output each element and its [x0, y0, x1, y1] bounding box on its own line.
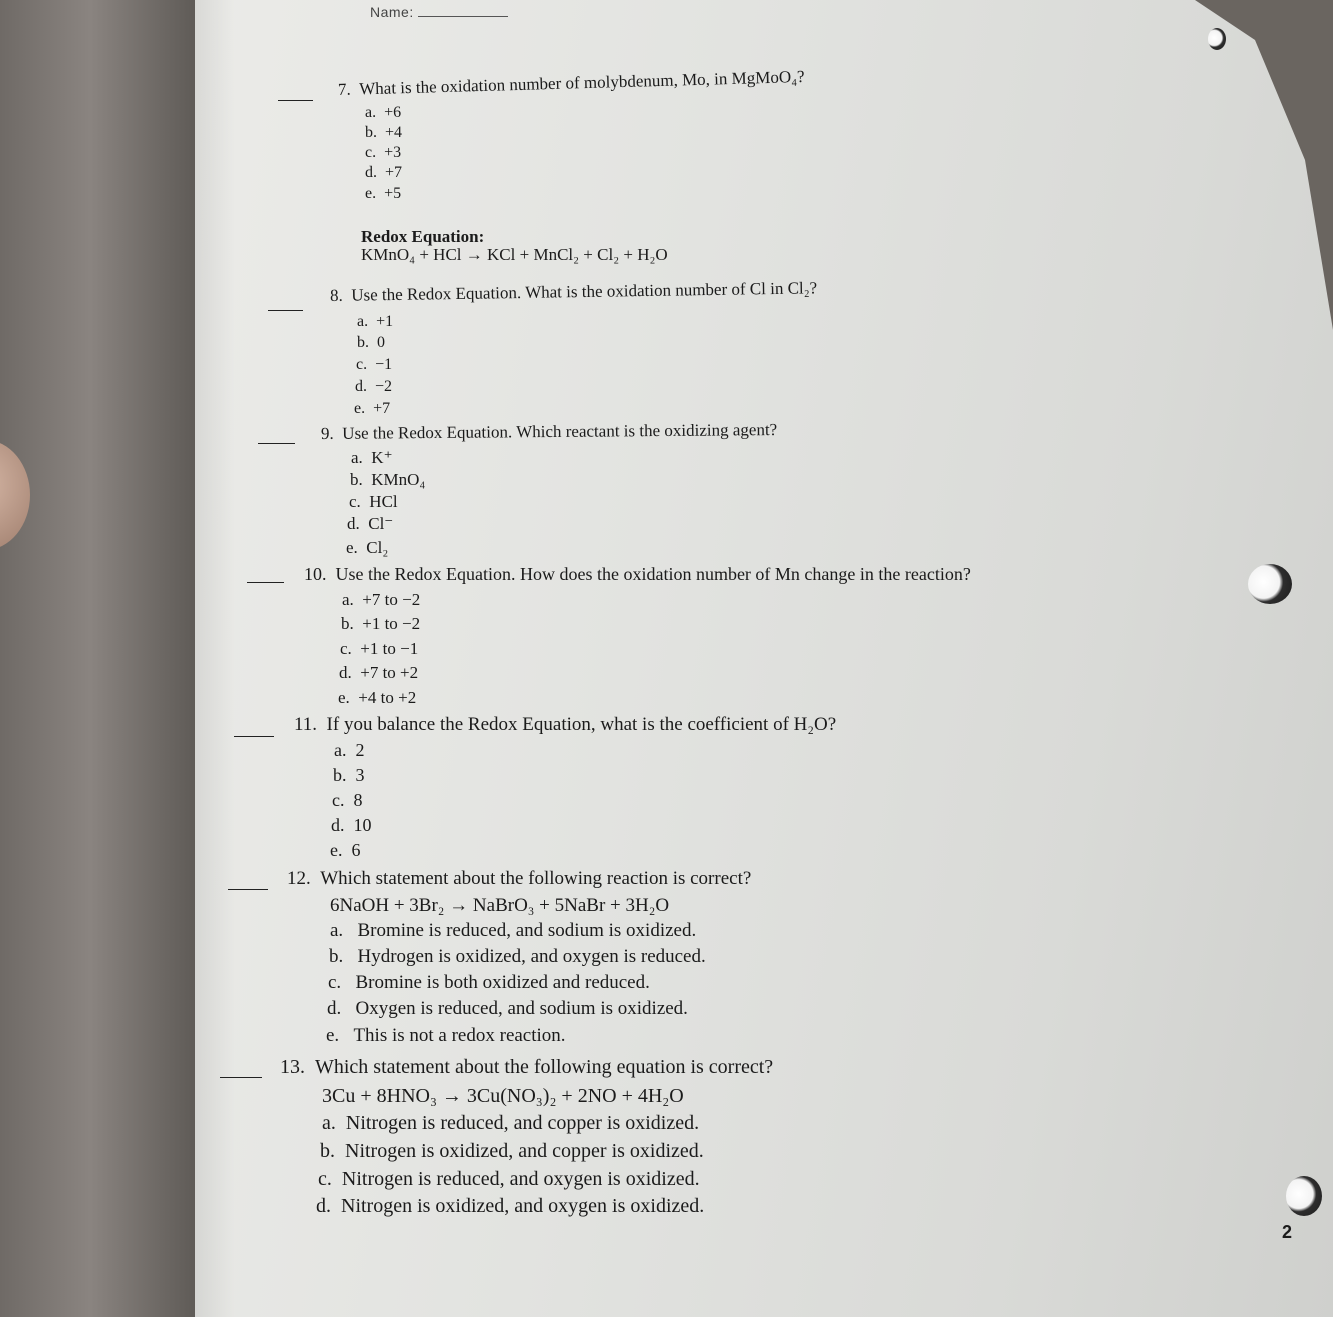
answer-blank-12[interactable] [228, 889, 268, 890]
option-text: 10 [353, 815, 372, 835]
question-number: 9. [320, 423, 334, 443]
option-10b [341, 614, 420, 634]
punch-hole-top [1208, 28, 1226, 50]
option-letter: a. [330, 920, 344, 941]
question-number: 11. [294, 714, 318, 735]
option-letter: d. [365, 164, 377, 181]
option-text: +3 [384, 144, 402, 161]
question-text: Use the Redox Equation. How does the oxidation number of Mn change in the reaction? [335, 564, 971, 584]
option-11b [333, 765, 365, 786]
option-text: +7 to +2 [360, 663, 419, 682]
option-letter: b. [333, 765, 347, 785]
option-letter: e. [330, 840, 343, 860]
option-7c [365, 144, 401, 162]
option-letter: b. [365, 124, 377, 141]
option-text: Nitrogen is oxidized, and oxygen is oxidized. [341, 1195, 705, 1217]
option-letter: d. [316, 1195, 331, 1217]
question-11 [294, 714, 836, 736]
option-letter: b. [320, 1140, 335, 1162]
question-13 [280, 1056, 773, 1079]
option-text: Cl₂ [366, 538, 389, 557]
option-letter: a. [322, 1112, 336, 1134]
option-text: Hydrogen is oxidized, and oxygen is reduced. [357, 946, 706, 967]
option-10c [340, 639, 418, 659]
option-letter: b. [357, 334, 369, 351]
option-text: 8 [353, 790, 363, 810]
option-text: Bromine is both oxidized and reduced. [355, 972, 650, 993]
option-text: This is not a redox reaction. [353, 1025, 566, 1046]
option-11c [332, 790, 363, 811]
question-number: 10. [304, 564, 327, 584]
option-text: Cl⁻ [368, 514, 394, 533]
option-12d [327, 998, 688, 1020]
page-number: 2 [1282, 1222, 1293, 1242]
option-text: −1 [375, 356, 393, 373]
option-letter: c. [340, 639, 352, 658]
question-text: If you balance the Redox Equation, what is the coefficient of H₂O? [326, 714, 837, 735]
name-blank[interactable] [418, 16, 508, 17]
name-label: Name: [370, 4, 414, 20]
option-letter: d. [355, 378, 367, 395]
option-7b [365, 124, 402, 142]
answer-blank-11[interactable] [234, 736, 274, 737]
option-text: +5 [384, 185, 402, 202]
option-10e [338, 688, 416, 708]
redox-heading: Redox Equation: [361, 227, 485, 246]
finger [0, 440, 30, 550]
option-text: +7 [385, 164, 403, 181]
option-text: +6 [384, 104, 402, 121]
answer-blank-13[interactable] [220, 1077, 262, 1078]
question-number: 12. [287, 868, 311, 889]
option-letter: c. [318, 1168, 332, 1190]
option-11d [331, 815, 372, 836]
option-8a [357, 313, 393, 331]
option-letter: b. [350, 470, 363, 489]
option-text: 2 [355, 740, 365, 760]
option-12a [330, 920, 696, 942]
option-12e [326, 1025, 566, 1047]
option-text: Nitrogen is oxidized, and copper is oxidized. [345, 1140, 704, 1162]
question-9 [321, 420, 777, 444]
option-letter: d. [339, 663, 352, 682]
option-text: −2 [375, 378, 393, 395]
name-field [370, 4, 508, 20]
question-text: Which statement about the following reaction is correct? [320, 868, 752, 889]
option-12c [328, 972, 650, 994]
option-12b [329, 946, 706, 968]
option-10d [339, 663, 418, 683]
option-text: Nitrogen is reduced, and oxygen is oxidized. [341, 1168, 700, 1190]
option-text: +1 to −2 [362, 614, 421, 633]
option-text: +7 to −2 [362, 590, 421, 609]
option-13b [320, 1140, 704, 1163]
option-text: Nitrogen is reduced, and copper is oxidized. [345, 1112, 700, 1134]
question-10 [304, 564, 971, 585]
option-text: +7 [373, 400, 391, 417]
option-11a [334, 740, 365, 761]
option-7a [365, 104, 401, 122]
option-letter: d. [347, 514, 360, 533]
option-9b [350, 470, 425, 490]
answer-blank-8[interactable] [268, 310, 303, 311]
option-13c [318, 1168, 700, 1191]
option-text: +4 to +2 [358, 688, 417, 707]
question-12 [287, 868, 751, 890]
option-letter: a. [357, 313, 369, 330]
option-letter: d. [331, 815, 345, 835]
option-text: 6 [351, 840, 361, 860]
option-8b [357, 334, 385, 352]
option-13a [322, 1112, 699, 1135]
page-edge-shadow [195, 0, 235, 1317]
option-letter: c. [365, 144, 377, 161]
question-number: 8. [329, 285, 343, 305]
option-letter: c. [328, 972, 342, 993]
option-text: Oxygen is reduced, and sodium is oxidized. [355, 998, 688, 1019]
option-letter: b. [329, 946, 344, 967]
option-letter: e. [346, 538, 358, 557]
question-number: 13. [280, 1056, 305, 1078]
question-text: Which statement about the following equation is correct? [315, 1056, 774, 1078]
option-7d [365, 164, 402, 182]
option-8c [356, 356, 392, 374]
option-text: +1 [376, 313, 394, 330]
option-9e [346, 538, 388, 558]
option-13d [316, 1195, 704, 1218]
option-11e [330, 840, 361, 861]
option-10a [342, 590, 420, 610]
option-letter: a. [351, 448, 363, 467]
option-letter: e. [338, 688, 350, 707]
option-letter: c. [349, 492, 361, 511]
option-text: 3 [355, 765, 365, 785]
option-text: KMnO₄ [371, 470, 426, 489]
option-9c [349, 492, 398, 512]
option-9a [351, 448, 393, 468]
option-text: Bromine is reduced, and sodium is oxidized. [357, 920, 697, 941]
question-text: What is the oxidation number of molybdenum, Mo, in MgMoO₄? [358, 66, 805, 99]
punch-hole-bottom [1286, 1176, 1322, 1216]
option-text: 0 [377, 334, 385, 351]
option-8d [355, 378, 392, 396]
option-letter: a. [342, 590, 354, 609]
option-text: HCl [369, 492, 398, 511]
option-text: +1 to −1 [360, 639, 419, 658]
question-text: Use the Redox Equation. What is the oxidation number of Cl in Cl₂? [351, 278, 818, 305]
redox-equation: KMnO₄ + HCl → KCl + MnCl₂ + Cl₂ + H₂O [361, 245, 668, 264]
question-number: 7. [337, 79, 351, 99]
answer-blank-9[interactable] [258, 443, 295, 444]
equation-12: 6NaOH + 3Br₂ → NaBrO₃ + 5NaBr + 3H₂O [330, 895, 670, 916]
option-letter: e. [354, 400, 366, 417]
option-9d [347, 514, 393, 534]
option-letter: c. [332, 790, 345, 810]
option-letter: d. [327, 998, 342, 1019]
option-letter: a. [334, 740, 347, 760]
option-letter: b. [341, 614, 354, 633]
option-text: K⁺ [371, 448, 393, 467]
option-letter: e. [326, 1025, 340, 1046]
option-letter: e. [365, 185, 377, 202]
option-8e [354, 400, 390, 418]
option-letter: a. [365, 104, 377, 121]
question-text: Use the Redox Equation. Which reactant is the oxidizing agent? [342, 420, 778, 443]
option-7e [365, 185, 401, 203]
answer-blank-7[interactable] [278, 100, 313, 101]
equation-13: 3Cu + 8HNO₃ → 3Cu(NO₃)₂ + 2NO + 4H₂O [322, 1085, 684, 1107]
answer-blank-10[interactable] [247, 582, 284, 583]
option-letter: c. [356, 356, 368, 373]
option-text: +4 [385, 124, 403, 141]
punch-hole-middle [1248, 564, 1292, 604]
